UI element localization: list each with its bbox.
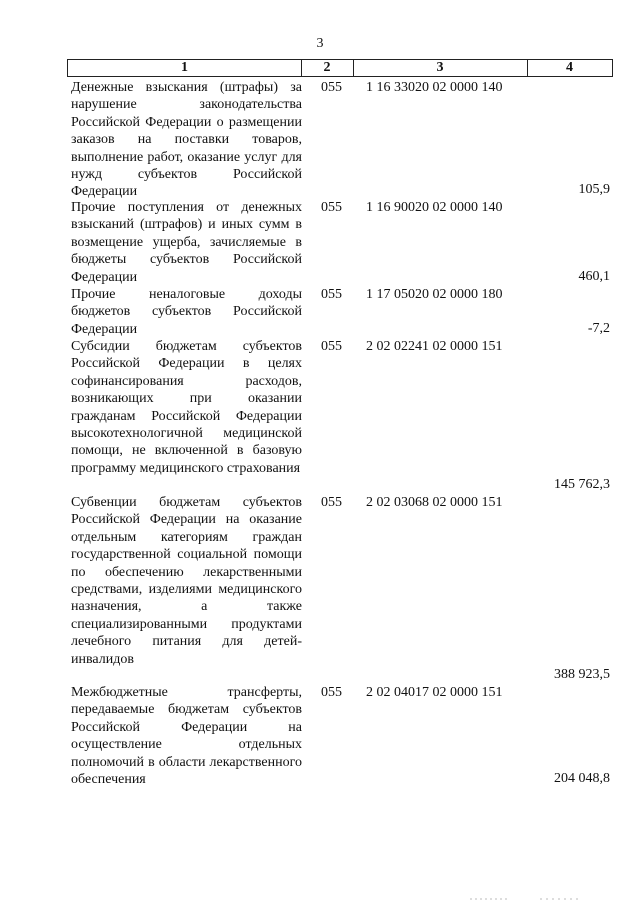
admin-code: 055 xyxy=(321,339,342,354)
revenue-name: Прочие поступления от денежных взысканий (штрафов) и иных сумм в возмещение ущерба, зачисляемые в бюджеты субъектов Российской Федерации xyxy=(71,200,302,285)
revenue-name: Межбюджетные трансферты, передаваемые бюджетам субъектов Российской Федерации на осуществление отдельных полномочий в области лекарственного обеспечения xyxy=(71,685,302,788)
budget-classification-code: 1 16 33020 02 0000 140 xyxy=(366,80,503,95)
table-row xyxy=(0,285,640,337)
budget-classification-code: 2 02 04017 02 0000 151 xyxy=(366,685,503,700)
revenue-name: Денежные взыскания (штрафы) за нарушение законодательства Российской Федерации о размещении заказов на поставки товаров, выполнение работ, оказание услуг для нужд субъектов Российской Федерации xyxy=(71,80,302,200)
revenue-name: Субвенции бюджетам субъектов Российской Федерации на оказание отдельным категориям граждан государственной социальной помощи по обеспечению лекарственными средствами, изделиями медицинского назначения, а также специализированными продуктами лечебного питания для детей-инвалидов xyxy=(71,495,302,667)
amount: -7,2 xyxy=(587,320,610,336)
amount: 388 923,5 xyxy=(554,666,610,682)
admin-code: 055 xyxy=(321,495,342,510)
amount: 145 762,3 xyxy=(554,476,610,492)
budget-classification-code: 2 02 02241 02 0000 151 xyxy=(366,339,503,354)
amount: 460,1 xyxy=(578,268,610,284)
amount: 105,9 xyxy=(578,181,610,197)
table-header xyxy=(67,59,613,77)
admin-code: 055 xyxy=(321,80,342,95)
admin-code: 055 xyxy=(321,685,342,700)
header-col-2: 2 xyxy=(301,60,354,76)
admin-code: 055 xyxy=(321,287,342,302)
scan-specks xyxy=(470,897,590,901)
header-col-4: 4 xyxy=(566,60,573,75)
page-number: 3 xyxy=(316,36,324,51)
table-row xyxy=(0,683,640,787)
header-col-3: 3 xyxy=(353,60,528,76)
revenue-name: Субсидии бюджетам субъектов Российской Федерации в целях софинансирования расходов, возникающих при оказании гражданам Российской Федерации высокотехнологичной медицинской помощи, не включенной в базовую программу медицинского страхования xyxy=(71,339,302,476)
budget-classification-code: 2 02 03068 02 0000 151 xyxy=(366,495,503,510)
table-row xyxy=(0,78,640,198)
budget-classification-code: 1 17 05020 02 0000 180 xyxy=(366,287,503,302)
table-row xyxy=(0,337,640,493)
table-row xyxy=(0,198,640,285)
table-row xyxy=(0,493,640,683)
budget-classification-code: 1 16 90020 02 0000 140 xyxy=(366,200,503,215)
amount: 204 048,8 xyxy=(554,770,610,786)
admin-code: 055 xyxy=(321,200,342,215)
header-col-1: 1 xyxy=(68,60,302,76)
revenue-name: Прочие неналоговые доходы бюджетов субъектов Российской Федерации xyxy=(71,287,302,337)
table-body xyxy=(0,78,640,787)
